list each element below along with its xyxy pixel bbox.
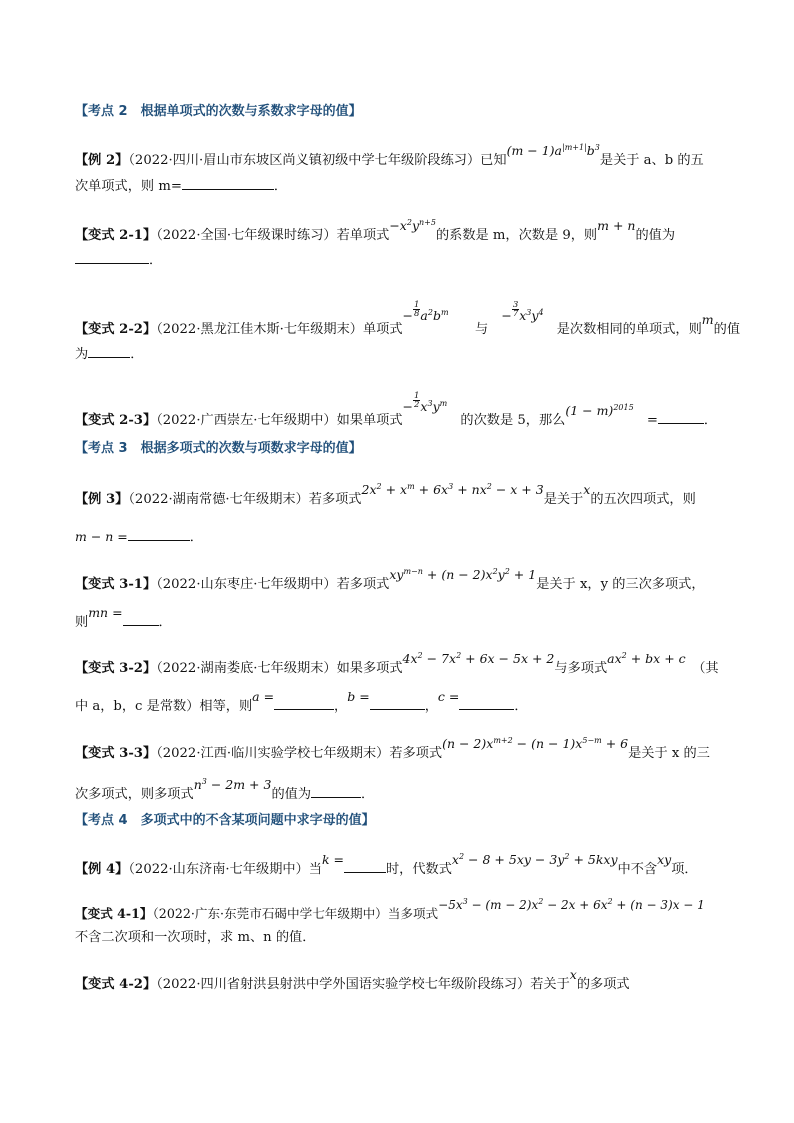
text: 则	[75, 615, 89, 630]
text: 项．	[671, 862, 698, 878]
math-expression: $ax^2$ + bx + c	[607, 651, 686, 667]
example-3-line1	[75, 482, 696, 509]
math-expression: − $\frac{3}{7}$ $x^3y^4$	[501, 300, 544, 323]
text: 是关于	[543, 492, 584, 508]
variant-3-3-line2	[75, 777, 375, 804]
math-expression: a =	[252, 689, 275, 704]
variant-tag: 【变式 2-1】	[75, 228, 157, 244]
text: ，	[334, 699, 348, 714]
example-4-line1	[75, 852, 698, 879]
text: 是关于 x，y 的三次多项式，	[536, 577, 705, 593]
text: ．	[189, 530, 203, 545]
math-expression: $(n - 2)x^{m+2} - (n - 1)x^{5-m} + 6$	[442, 736, 629, 752]
variant-tag: 【变式 3-3】	[75, 746, 157, 762]
source: （2022·广西崇左·七年级期中）如果单项式	[156, 413, 403, 428]
source: （2022·全国·七年级课时练习）若单项式	[156, 228, 390, 244]
math-expression: m + n	[597, 218, 636, 234]
example-tag: 【例 3】	[75, 492, 129, 508]
math-expression: mn =	[88, 605, 123, 620]
math-expression: $n^3 - 2m + 3$	[193, 777, 272, 793]
math-expression: k =	[321, 852, 344, 868]
math-expression: $-5x^3 - (m - 2)x^2 - 2x + 6x^2 + (n - 3)x - 1$	[438, 897, 705, 912]
math-expression: $x^2 - 8 + 5xy - 3y^2 + 5kxy$	[451, 852, 618, 868]
variant-3-1-line1	[75, 567, 705, 594]
source: （2022·湖南常德·七年级期末）若多项式	[128, 492, 362, 508]
variant-4-1-line2	[75, 929, 315, 947]
math-expression: $(1 - m)^{2015}$	[565, 402, 634, 418]
answer-blank-a[interactable]	[274, 697, 334, 710]
text: 与多项式	[554, 661, 608, 677]
variant-2-1-line2	[75, 251, 162, 270]
answer-blank-b[interactable]	[370, 697, 425, 710]
variant-3-3-line1	[75, 736, 710, 763]
answer-blank[interactable]	[123, 613, 159, 626]
source: （2022·广东·东莞市石碣中学七年级期中）当多项式	[152, 906, 439, 921]
math-expression: $xy^{m-n} + (n - 2)x^2y^2 + 1$	[389, 567, 537, 583]
math-expression: $-x^2y^{n+5}$	[389, 218, 436, 234]
variant-2-1-line1	[75, 218, 676, 245]
text: ．	[149, 253, 163, 268]
variant-3-2-line1	[75, 651, 719, 678]
text: 中 a，b，c 是常数）相等，则	[75, 699, 253, 714]
text: （其	[698, 661, 719, 677]
example-3-line2	[75, 528, 203, 547]
variant-3-1-line2	[75, 605, 172, 632]
text: ．	[273, 179, 288, 194]
text: 的值	[713, 322, 741, 337]
variant-2-3-line1	[75, 391, 718, 430]
source: （2022·四川·眉山市东坡区尚义镇初级中学七年级阶段练习）已知	[128, 153, 507, 169]
math-variable: x	[583, 482, 591, 498]
math-expression: − $\frac{1}{2}$ $x^3y^m$	[402, 391, 448, 414]
math-expression: m − n =	[75, 529, 128, 544]
variant-tag: 【变式 3-2】	[75, 661, 157, 677]
variant-tag: 【变式 2-2】	[75, 322, 157, 337]
text: 的次数是 5，那么	[460, 413, 566, 428]
math-variable: m	[701, 312, 714, 327]
variant-tag: 【变式 3-1】	[75, 577, 157, 593]
answer-blank[interactable]	[344, 860, 386, 873]
answer-blank[interactable]	[658, 411, 704, 424]
answer-blank[interactable]	[75, 251, 149, 264]
text: 与	[474, 322, 489, 337]
variant-2-2-line2	[75, 345, 143, 364]
text: 中不含	[617, 862, 658, 878]
text: =	[646, 413, 658, 428]
section-heading-k2: 【考点 2 根据单项式的次数与系数求字母的值】	[75, 104, 362, 119]
text: ．	[130, 347, 144, 362]
text: ，	[424, 699, 438, 714]
answer-blank-c[interactable]	[459, 697, 514, 710]
variant-tag: 【变式 4-1】	[75, 906, 153, 921]
answer-blank[interactable]	[182, 177, 274, 190]
text: 的五次四项式，则	[590, 492, 696, 508]
answer-blank[interactable]	[311, 785, 361, 798]
text: 次多项式，则多项式	[75, 787, 194, 803]
source: （2022·山东济南·七年级期中）当	[128, 862, 322, 878]
text: 的多项式	[576, 977, 630, 992]
section-heading-k4: 【考点 4 多项式中的不含某项问题中求字母的值】	[75, 813, 375, 828]
variant-4-1-line1	[75, 897, 705, 923]
text: 不含二次项和一次项时，求 m、n 的值．	[75, 930, 316, 945]
source: （2022·黑龙江佳木斯·七年级期末）单项式	[156, 322, 403, 337]
math-expression: b =	[347, 689, 370, 704]
source: （2022·四川省射洪县射洪中学外国语实验学校七年级阶段练习）若关于	[156, 977, 570, 992]
example-2-line2	[75, 177, 287, 196]
text: 时，代数式	[385, 862, 452, 878]
math-expression: $(m - 1)a^{|m+1|}b^3$	[506, 143, 600, 159]
source: （2022·山东枣庄·七年级期中）若多项式	[156, 577, 390, 593]
example-2-line1	[75, 143, 704, 170]
answer-blank[interactable]	[128, 528, 190, 541]
math-expression: − $\frac{1}{8}$ $a^2b^m$	[402, 300, 449, 323]
text: 的值为	[271, 787, 312, 803]
math-expression: c =	[437, 689, 460, 704]
variant-2-2-line1	[75, 300, 741, 339]
example-tag: 【例 4】	[75, 862, 129, 878]
text: 是关于 x 的三	[628, 746, 710, 762]
math-expression: xy	[657, 852, 672, 868]
answer-blank[interactable]	[88, 345, 130, 358]
text: 次单项式，则 m=	[75, 179, 182, 194]
text: ．	[703, 413, 718, 428]
text: 为	[75, 347, 89, 362]
text: 的系数是 m，次数是 9，则	[435, 228, 598, 244]
math-expression: $2x^2 + x^m + 6x^3 + nx^2 - x + 3$	[361, 482, 544, 498]
text: 是次数相同的单项式，则	[556, 322, 702, 337]
text: 的值为	[635, 228, 676, 244]
text: ．	[158, 615, 172, 630]
variant-3-2-line2	[75, 689, 528, 716]
source: （2022·湖南娄底·七年级期末）如果多项式	[156, 661, 403, 677]
text: ．	[514, 699, 528, 714]
math-expression: $4x^2 - 7x^2 + 6x - 5x + 2$	[402, 651, 555, 667]
text: 是关于 a、b 的五	[599, 153, 704, 169]
source: （2022·江西·临川实验学校七年级期末）若多项式	[156, 746, 443, 762]
text: ．	[361, 787, 375, 803]
example-tag: 【例 2】	[75, 153, 129, 169]
section-heading-k3: 【考点 3 根据多项式的次数与项数求字母的值】	[75, 441, 362, 456]
math-variable: x	[569, 967, 577, 982]
variant-tag: 【变式 2-3】	[75, 413, 157, 428]
variant-4-2-line1	[75, 967, 630, 994]
variant-tag: 【变式 4-2】	[75, 977, 157, 992]
